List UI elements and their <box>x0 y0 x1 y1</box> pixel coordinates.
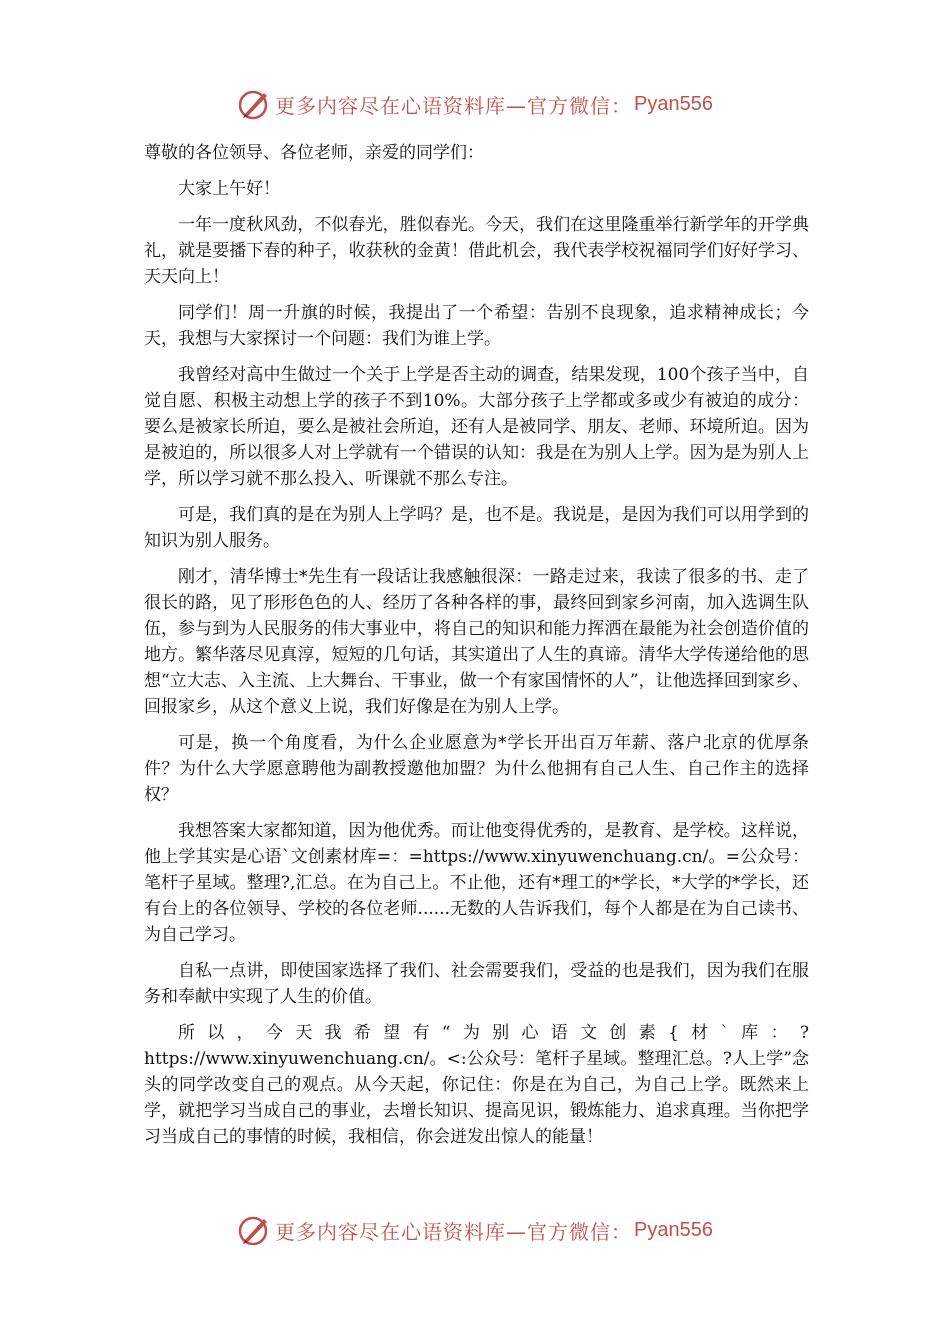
header-wechat-id: Pyan556 <box>634 92 713 115</box>
paragraph-4: 我曾经对高中生做过一个关于上学是否主动的调查，结果发现，100个孩子当中，自觉自愿、积极主动想上学的孩子不到10%。大部分孩子上学都或多或少有被迫的成分：要么是被家长所迫，要么是被社会所迫，还有人是被同学、朋友、老师、环境所迫。因为是被迫的，所以很多人对上学就有一个错误的认知：我是在为别人上学。因为是为别人上学，所以学习就不那么投入、听课就不那么专注。 <box>144 365 809 489</box>
footer-banner <box>0 1210 950 1250</box>
speech-document <box>144 140 809 1160</box>
footer-wechat-id: Pyan556 <box>634 1218 713 1241</box>
paragraph-10: 所以，今天我希望有“为别心语文创素{材`库：?https://www.xinyuwenchuang.cn/。<:公众号：笔杆子星域。整理汇总。?人上学”念头的同学改变自己的观点。从今天起，你记住：你是在为自己，为自己上学。既然来上学，就把学习当成自己的事业，去增长知识、提高见识，锻炼能力、追求真理。当你把学习当成自己的事情的时候，我相信，你会迸发出惊人的能量！ <box>144 1023 809 1147</box>
footer-banner-text: 更多内容尽在心语资料库—官方微信： <box>275 1219 633 1244</box>
pen-logo-icon <box>237 87 271 121</box>
header-banner-text: 更多内容尽在心语资料库—官方微信： <box>275 93 633 118</box>
paragraph-5: 可是，我们真的是在为别人上学吗？是，也不是。我说是，是因为我们可以用学到的知识为别人服务。 <box>144 505 809 551</box>
paragraph-6: 刚才，清华博士*先生有一段话让我感触很深：一路走过来，我读了很多的书、走了很长的路，见了形形色色的人、经历了各种各样的事，最终回到家乡河南，加入选调生队伍，参与到为人民服务的伟大事业中，将自己的知识和能力挥洒在最能为社会创造价值的地方。繁华落尽见真淳，短短的几句话，其实道出了人生的真谛。清华大学传递给他的思想“立大志、入主流、上大舞台、干事业，做一个有家国情怀的人”，让他选择回到家乡、回报家乡，从这个意义上说，我们好像是在为别人上学。 <box>144 567 809 717</box>
paragraph-9: 自私一点讲，即使国家选择了我们、社会需要我们，受益的也是我们，因为我们在服务和奉献中实现了人生的价值。 <box>144 961 809 1007</box>
paragraph-1: 大家上午好！ <box>178 179 280 199</box>
pen-logo-icon <box>237 1213 271 1247</box>
paragraph-8: 我想答案大家都知道，因为他优秀。而让他变得优秀的，是教育、是学校。这样说，他上学其实是心语`文创素材库=：=https://www.xinyuwenchuang.cn/。=公众号：笔杆子星域。整理?,汇总。在为自己上。不止他，还有*理工的*学长，*大学的*学长，还有台上的各位领导、学校的各位老师......无数的人告诉我们，每个人都是在为自己读书、为自己学习。 <box>144 821 809 945</box>
paragraph-2: 一年一度秋风劲，不似春光，胜似春光。今天，我们在这里隆重举行新学年的开学典礼，就是要播下春的种子，收获秋的金黄！借此机会，我代表学校祝福同学们好好学习、天天向上！ <box>144 215 809 287</box>
salutation: 尊敬的各位领导、各位老师，亲爱的同学们： <box>144 143 484 163</box>
paragraph-3: 同学们！周一升旗的时候，我提出了一个希望：告别不良现象，追求精神成长；今天，我想与大家探讨一个问题：我们为谁上学。 <box>144 303 809 349</box>
header-banner <box>0 84 950 124</box>
paragraph-7: 可是，换一个角度看，为什么企业愿意为*学长开出百万年薪、落户北京的优厚条件？为什么大学愿意聘他为副教授邀他加盟？为什么他拥有自己人生、自己作主的选择权？ <box>144 733 809 805</box>
